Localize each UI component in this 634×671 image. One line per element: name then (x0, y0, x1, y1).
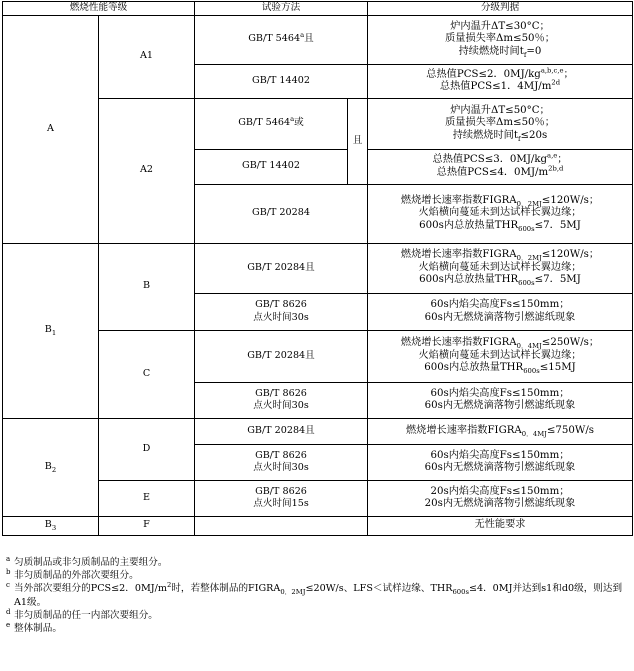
method-line: 点火时间30s (253, 311, 309, 323)
subgrade-d-cell (99, 418, 195, 480)
footnote-b (6, 569, 630, 582)
method-line: GB/T 8626 (255, 485, 307, 497)
header-grade: 燃烧性能等级 (3, 2, 195, 16)
criteria-cell (368, 444, 633, 480)
criteria-line (370, 130, 630, 143)
criteria-subscript: f (523, 50, 527, 59)
criteria-text: ≤20s (520, 129, 548, 141)
footnote-marker: e (6, 621, 11, 630)
footnote-superscript: 2 (166, 581, 172, 590)
criteria-text: 600s内总放热量THR (424, 362, 524, 374)
subgrade-d-label: D (142, 442, 151, 454)
criteria-line: 炉内温升ΔT≤50°C； (450, 104, 550, 116)
criteria-cell (368, 330, 633, 382)
method-cell (195, 15, 368, 64)
table-row (3, 15, 633, 64)
header-criteria: 分级判据 (368, 2, 633, 16)
subgrade-a1-label: A1 (139, 50, 154, 62)
method-cell (195, 444, 368, 480)
method-text: GB/T 5464 (238, 117, 291, 129)
criteria-text: 燃烧增长速率指数FIGRA (405, 424, 522, 436)
footnote-text (14, 582, 630, 608)
method-cell (195, 382, 368, 418)
grade-b3-subscript: 3 (51, 524, 57, 533)
footnote-e (6, 622, 630, 635)
method-line: GB/T 8626 (255, 387, 307, 399)
criteria-subscript: 0．4MJ (516, 342, 542, 351)
footnote-part: ≤20W/s、LFS＜试样边缘、THR (305, 583, 453, 595)
criteria-text: ≤750W/s (546, 424, 595, 436)
footnote-text: 匀质制品或非匀质制品的主要组分。 (14, 557, 168, 568)
footnotes (6, 556, 630, 635)
footnote-marker: d (6, 607, 11, 616)
criteria-text: ≤120W/s； (541, 249, 600, 261)
footnote-text: 整体制品。 (14, 623, 62, 635)
grade-b2-label: B (44, 460, 52, 472)
criteria-subscript: f (517, 134, 521, 143)
criteria-cell (368, 418, 633, 444)
subgrade-f-label: F (143, 519, 150, 531)
method-line: 点火时间30s (253, 462, 309, 474)
criteria-subscript: 600s (518, 279, 535, 288)
criteria-line (370, 78, 630, 94)
criteria-line: 60s内无燃烧滴落物引燃滤纸现象 (424, 462, 576, 474)
method-connector: 且 (304, 33, 314, 45)
footnote-c (6, 582, 630, 608)
subgrade-c-label: C (142, 367, 151, 379)
header-test-method: 试验方法 (195, 2, 368, 16)
method-cell: GB/T 20284且 (195, 418, 368, 444)
grade-a-cell (3, 15, 99, 243)
criteria-line: 60s内无燃烧滴落物引燃滤纸现象 (424, 311, 576, 323)
criteria-line (370, 164, 630, 180)
footnote-marker: c (6, 581, 10, 590)
criteria-text: 总热值PCS≤2．0MJ/kg (426, 68, 541, 80)
method-line: GB/T 8626 (255, 299, 307, 310)
table-row (3, 243, 633, 293)
criteria-line (370, 46, 630, 59)
subgrade-a1-cell (99, 15, 195, 98)
criteria-text: 总热值PCS≤4．0MJ/m (436, 166, 549, 178)
fire-performance-grade-table (2, 1, 633, 536)
subgrade-e-cell (99, 480, 195, 516)
grade-a-label: A (47, 122, 54, 134)
method-line: 点火时间15s (253, 498, 309, 510)
criteria-text: 持续燃烧时间t (458, 45, 524, 57)
method-cell (195, 98, 348, 149)
grade-b3-label: B (44, 519, 52, 531)
method-cell-empty (195, 516, 368, 535)
criteria-cell (368, 98, 633, 149)
grade-b1-cell (3, 243, 99, 418)
criteria-subscript: 0．2MJ (516, 199, 542, 208)
and-connector-cell: 且 (348, 98, 368, 184)
method-footnote-mark: a (290, 115, 295, 124)
footnote-d (6, 609, 630, 622)
criteria-subscript: 600s (523, 367, 540, 376)
criteria-cell (368, 64, 633, 98)
grade-b3-cell (3, 516, 99, 535)
criteria-text: 600s内总放热量THR (419, 219, 519, 231)
method-line: 点火时间30s (253, 400, 309, 412)
subgrade-b-label: B (142, 280, 151, 292)
criteria-text: 燃烧增长速率指数FIGRA (400, 249, 517, 261)
subgrade-a2-label: A2 (139, 164, 154, 176)
grade-b2-subscript: 2 (51, 465, 57, 474)
criteria-subscript: 0．2MJ (516, 254, 542, 263)
criteria-line: 火焰横向蔓延未到达试样长翼边缘； (418, 349, 582, 361)
criteria-text: =0 (526, 45, 542, 57)
criteria-line (370, 66, 630, 82)
method-cell: GB/T 20284 (195, 184, 368, 243)
method-connector: 或 (294, 117, 304, 129)
criteria-line (370, 249, 630, 262)
criteria-footnote-marks: a,b,c,e (540, 66, 564, 75)
footnote-subscript: 0．2MJ (280, 588, 306, 597)
method-cell (195, 480, 368, 516)
criteria-superscript: 2b,d (548, 164, 564, 173)
criteria-cell (368, 293, 633, 330)
footnote-marker: b (6, 568, 11, 577)
criteria-text: 燃烧增长速率指数FIGRA (400, 194, 517, 206)
criteria-cell (368, 15, 633, 64)
criteria-line: 炉内温升ΔT≤30°C； (450, 20, 550, 32)
criteria-line (370, 337, 630, 350)
criteria-footnote-marks: a,e (547, 151, 558, 160)
footnote-a (6, 556, 630, 569)
grade-b1-subscript: 1 (51, 329, 57, 338)
criteria-line (370, 425, 630, 438)
criteria-line: 60s内焰尖高度Fs≤150mm； (430, 387, 570, 399)
footnote-text: 非匀质制品的任一内部次要组分。 (14, 609, 158, 621)
criteria-subscript: 0．4MJ (521, 429, 547, 438)
footnote-marker: a (6, 555, 11, 563)
criteria-line (370, 274, 630, 287)
criteria-superscript: 2d (551, 78, 561, 87)
method-cell: GB/T 20284且 (195, 330, 368, 382)
method-footnote-mark: a (300, 31, 305, 40)
criteria-text: 600s内总放热量THR (419, 274, 519, 286)
criteria-line: 60s内无燃烧滴落物引燃滤纸现象 (424, 400, 576, 412)
subgrade-e-label: E (142, 491, 150, 503)
footnote-part: ≤4．0MJ并达到s1和d0级，则达到A1级。 (14, 583, 623, 608)
criteria-text: ； (557, 154, 568, 165)
criteria-cell (368, 149, 633, 184)
criteria-text: 总热值PCS≤1．4MJ/m (439, 81, 552, 93)
criteria-line: 火焰横向蔓延未到达试样长翼边缘； (418, 207, 582, 219)
criteria-line: 20s内焰尖高度Fs≤150mm； (430, 485, 570, 497)
criteria-text: ≤120W/s； (541, 194, 600, 206)
method-cell: GB/T 14402 (195, 64, 368, 98)
subgrade-a2-cell (99, 98, 195, 243)
footnote-part: 当外部次要组分的PCS≤2．0MJ/m (14, 583, 167, 595)
criteria-text: ≤7．5MJ (534, 219, 581, 231)
criteria-line (370, 195, 630, 208)
criteria-cell (368, 243, 633, 293)
method-cell (195, 293, 368, 330)
criteria-line: 60s内焰尖高度Fs≤150mm； (430, 449, 570, 461)
subgrade-c-cell (99, 330, 195, 418)
criteria-line: 火焰横向蔓延未到达试样长翼边缘； (418, 261, 582, 273)
criteria-line (370, 220, 630, 233)
method-text: GB/T 5464 (248, 33, 301, 45)
criteria-text: ≤15MJ (539, 362, 576, 374)
criteria-line: 质量损失率Δm≤50％； (445, 117, 555, 129)
method-cell: GB/T 14402 (195, 149, 348, 184)
footnote-subscript: 600s (452, 588, 469, 597)
table-row (3, 418, 633, 444)
criteria-text: 持续燃烧时间t (452, 129, 518, 141)
criteria-text: 总热值PCS≤3．0MJ/kg (432, 154, 548, 165)
criteria-line: 60s内焰尖高度Fs≤150mm； (430, 299, 570, 310)
criteria-text: ≤250W/s； (541, 337, 600, 349)
criteria-subscript: 600s (518, 224, 535, 233)
criteria-line: 质量损失率Δm≤50％； (445, 33, 555, 45)
criteria-text: ≤7．5MJ (534, 274, 581, 286)
footnote-text: 非匀质制品的外部次要组分。 (14, 570, 139, 582)
criteria-line (370, 151, 630, 167)
criteria-text: ； (563, 68, 574, 80)
header-row (3, 2, 633, 16)
method-cell: GB/T 20284且 (195, 243, 368, 293)
table-row (3, 516, 633, 535)
subgrade-b-cell (99, 243, 195, 330)
criteria-text: 燃烧增长速率指数FIGRA (400, 337, 517, 349)
criteria-line (370, 362, 630, 375)
criteria-line: 20s内无燃烧滴落物引燃滤纸现象 (424, 498, 576, 510)
criteria-cell: 无性能要求 (368, 516, 633, 535)
criteria-cell (368, 184, 633, 243)
criteria-cell (368, 382, 633, 418)
method-line: GB/T 8626 (255, 449, 307, 461)
criteria-cell (368, 480, 633, 516)
footnote-part: 时，若整体制品的FIGRA (171, 583, 281, 595)
grade-b1-label: B (44, 324, 52, 336)
grade-b2-cell (3, 418, 99, 516)
subgrade-f-cell (99, 516, 195, 535)
